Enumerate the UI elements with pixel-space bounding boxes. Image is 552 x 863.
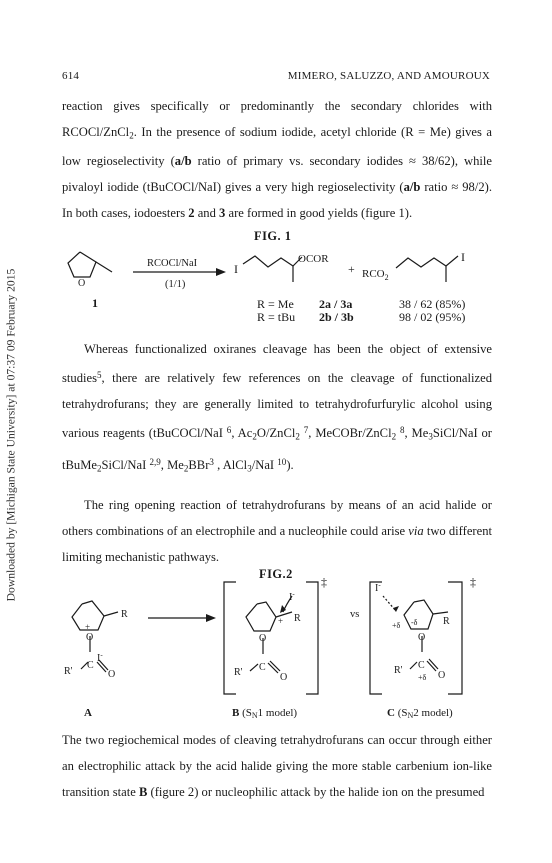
para2-text-9: SiCl/NaI or tBuMe [62,426,492,473]
para2-ref-7: 7 [303,425,309,436]
a-oxygen: O [86,632,94,643]
ester-left-label: $RCO_2$ [362,268,389,282]
para1-bold-ab-2: a/b [403,180,421,195]
structure-b [246,596,292,673]
a-oxonium-plus: + [85,622,91,632]
iodide-primary-label: I [234,262,238,276]
para2-text-2: , there are relatively few references on the cleavage of functionalized tetrahydrofurans; they are generally limited to tetrahydrofurfurylic alcohol using various reagents (tBuCOCl/NaI [62,371,492,441]
para2-ref-5: 5 [96,370,102,380]
b-dagger: ‡ [321,575,327,589]
para2-ref-8: 8 [399,425,405,436]
para2-sub-2: 2 [295,431,300,442]
para1-sub: 2 [129,130,134,141]
para4-text-1: The two regiochemical modes of cleaving tetrahydrofurans can occur through either an electrophilic attack by the acid halide giving the more stable carbenium ion-like transition state [62,733,492,799]
para1-text-c: ratio of primary vs. secondary iodides ≈ 38/62), while pivaloyl iodide (tBuCOCl/NaI) gives a very high regioselectivity ( [62,154,492,195]
a-r-label: R [121,609,128,620]
para2-sub-7: 3 [247,463,252,474]
row2-yield: 98 / 02 (95%) [399,310,466,324]
para1-bold-ab-1: a/b [174,154,192,169]
b-carbocation-plus: + [278,616,284,626]
bracket-c-right [448,582,462,694]
vs-label: vs [350,609,360,620]
para2-text-14: /NaI [251,458,278,473]
para2-text-1: Whereas functionalized oxiranes cleavage has been the object of extensive studies [62,342,492,386]
para2-sub-5: 2 [96,463,102,474]
c-oxygen: O [418,632,426,643]
download-notice-text: Downloaded by [Michigan State University] at 07:37 09 February 2015 [4,268,18,602]
paragraph-4 [62,727,492,805]
para4-text-2: (figure 2) or nucleophilic attack by the halide ion on the presumed [147,785,485,799]
arrow-a-b-head [206,614,216,622]
c-carbon-pos-delta: +δ [392,621,401,630]
a-carbon: C [87,660,94,671]
row2-compounds: 2b / 3b [319,310,354,324]
para2-sub-4: 3 [428,431,433,442]
para2-text-8: , Me [404,426,429,441]
label-b: B (SN1 model) [232,707,298,720]
b-r-prime: R' [234,667,243,678]
figure-1-title: FIG. 1 [254,229,292,243]
ester-group-label: OCOR [298,253,329,265]
para1-bold-3: 3 [219,206,226,221]
para2-text-3: , Ac [231,426,253,441]
row1-r: R = Me [257,297,294,311]
para2-sub-3: 2 [391,431,397,442]
b-carbon: C [259,662,266,673]
row1-yield: 38 / 62 (85%) [399,297,466,311]
c-dagger: ‡ [470,575,476,589]
c-r-label: R [443,616,450,627]
a-carbonyl-o: O [108,669,116,680]
a-r-prime: R' [64,666,73,677]
row1-compounds: 2a / 3a [319,297,353,311]
para1-text-f: are formed in good yields (figure 1). [225,206,413,221]
para2-text-6: , MeCOBr/ZnCl [308,426,392,441]
para3-italic-via: via [408,524,424,538]
para1-text-b: . In the presence of sodium iodide, acetyl chloride (R = Me) gives a low regioselectivity ( [62,125,492,169]
para3-text-2: two different limiting mechanistic pathways. [62,524,492,564]
para2-text-4: O/ZnCl [256,426,296,441]
para2-ref-2-9: 2,9 [149,457,161,468]
para2-text-10: SiCl/NaI [101,458,150,473]
plus-sign: + [348,262,355,276]
para2-text-13: , AlCl [213,458,248,473]
label-a: A [84,707,92,719]
c-iodide: I- [375,581,381,594]
c-oxygen-neg-delta: -δ [411,618,418,627]
para2-text-15: ). [286,458,294,473]
row2-r: R = tBu [257,310,296,324]
reagent-ratio: (1/1) [165,279,186,290]
para2-ref-10: 10 [277,457,287,468]
b-oxygen: O [259,633,267,644]
para3-text-1: The ring opening reaction of tetrahydrofurans by means of an acid halide or others combinations of an electrophile and a nucleophile could arise [62,498,492,538]
c-attack-arrowhead [393,606,399,612]
para1-text-e: and [194,206,220,221]
figure-2-title: FIG.2 [259,567,293,581]
c-carbon-pos-delta-2: +δ [418,673,427,682]
c-carbonyl-o: O [438,670,446,681]
page-number: 614 [62,70,80,82]
para2-text-11: , Me [160,458,184,473]
bracket-b-right [306,582,318,694]
para2-ref-6: 6 [226,425,232,436]
reagent-label: RCOCl/NaI [147,258,198,269]
b-iodide: I- [289,590,295,603]
structure-a [72,601,118,672]
para2-sub-6: 2 [183,463,189,474]
para2-text-12: BBr [188,458,210,473]
b-carbonyl-o: O [280,672,288,683]
para2-sub-1: 2 [252,431,257,442]
thf-oxygen: O [78,278,86,289]
c-carbon: C [418,660,425,671]
para2-ref-3: 3 [209,457,214,468]
label-c: C (SN2 model) [387,707,453,720]
a-iodide: I- [97,651,103,664]
c-r-prime: R' [394,665,403,676]
para1-text-a: reaction gives specifically or predominantly the secondary chlorides with RCOCl/ZnCl [62,99,492,139]
iodide-secondary-label: I [461,250,465,264]
para1-text-d: ratio ≈ 98/2). In both cases, iodoesters [62,180,492,221]
compound-1-label: 1 [92,296,98,310]
structure-c [383,596,448,671]
para1-bold-2: 2 [188,206,195,221]
bracket-c-left [370,582,382,694]
running-head: MIMERO, SALUZZO, AND AMOUROUX [287,70,490,82]
para4-bold-b: B [138,785,148,799]
b-r-label: R [294,613,301,624]
